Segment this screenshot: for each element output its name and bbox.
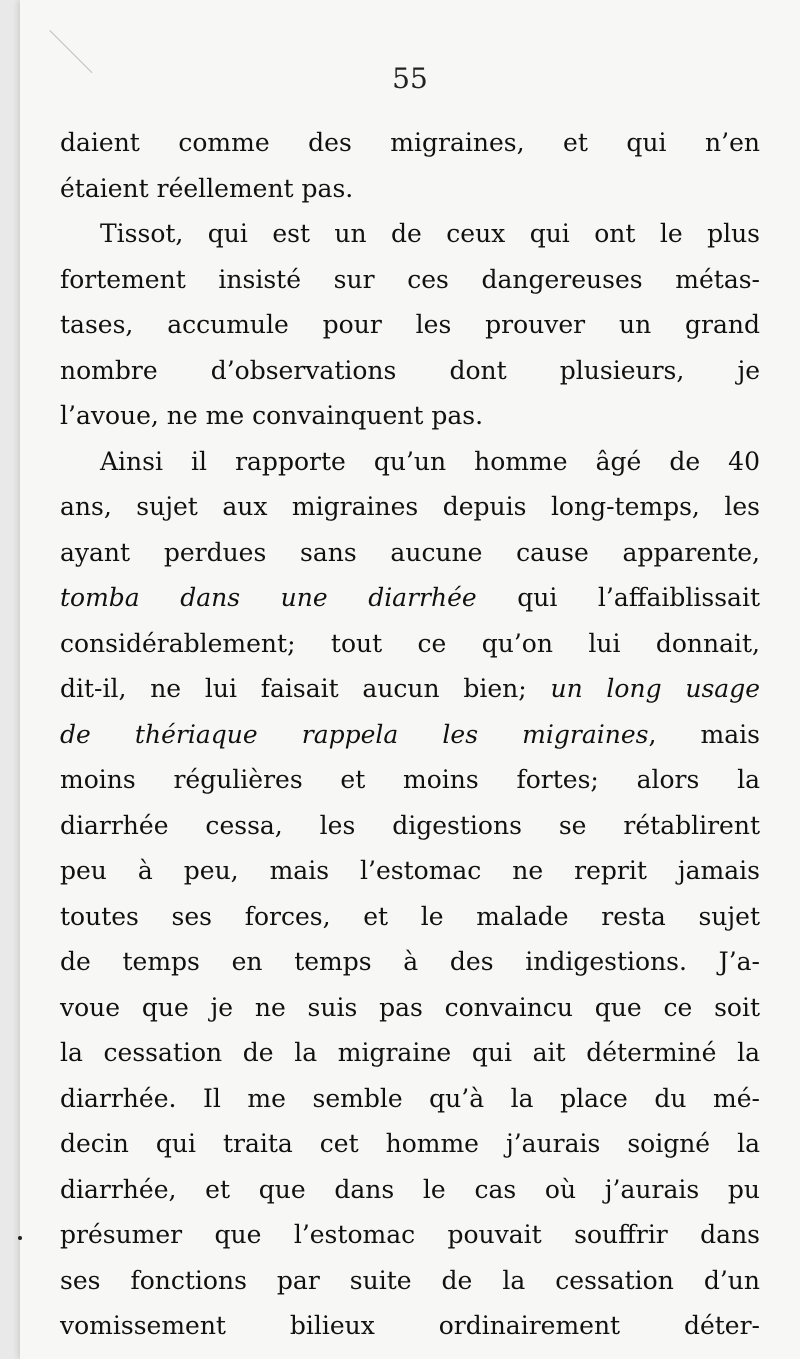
roman-span: dit-il, ne lui faisait aucun bien; bbox=[60, 674, 551, 703]
text-line: considérablement; tout ce qu’on lui donnait, bbox=[60, 628, 760, 658]
text-line: fortement insisté sur ces dangereuses métas- bbox=[60, 264, 760, 294]
roman-span: , mais bbox=[648, 719, 760, 749]
roman-span: qui l’affaiblissait bbox=[476, 583, 760, 612]
text-line-mixed bbox=[60, 575, 760, 621]
text-line: nombre d’observations dont plusieurs, je bbox=[60, 355, 760, 385]
text-line: daient comme des migraines, et qui n’en bbox=[60, 128, 760, 157]
text-line: decin qui traita cet homme j’aurais soigné la bbox=[60, 1129, 760, 1158]
text-line: peu à peu, mais l’estomac ne reprit jamais bbox=[60, 856, 760, 885]
text-line: tases, accumule pour les prouver un grand bbox=[60, 310, 760, 339]
body-text bbox=[60, 120, 760, 1349]
italic-span: tomba dans une diarrhée bbox=[60, 583, 477, 612]
italic-span: un long usage bbox=[550, 674, 760, 703]
text-line: diarrhée cessa, les digestions se rétablirent bbox=[60, 810, 760, 840]
book-page bbox=[20, 0, 800, 1359]
text-line: présumer que l’estomac pouvait souffrir dans bbox=[60, 1220, 760, 1249]
text-line: étaient réellement pas. bbox=[60, 173, 354, 203]
text-line: moins régulières et moins fortes; alors la bbox=[60, 765, 760, 794]
text-line: l’avoue, ne me convainquent pas. bbox=[60, 401, 484, 430]
text-line: la cessation de la migraine qui ait déterminé la bbox=[60, 1038, 760, 1067]
text-line: Ainsi il rapporte qu’un homme âgé de 40 bbox=[100, 446, 760, 476]
text-line: toutes ses forces, et le malade resta sujet bbox=[60, 901, 760, 931]
text-line: ses fonctions par suite de la cessation d’un bbox=[60, 1265, 760, 1295]
text-line: vomissement bilieux ordinairement déter- bbox=[60, 1311, 760, 1340]
text-line: Tissot, qui est un de ceux qui ont le plus bbox=[100, 219, 760, 248]
text-line: voue que je ne suis pas convaincu que ce soit bbox=[60, 992, 760, 1022]
text-line-mixed bbox=[60, 666, 760, 712]
ink-speck bbox=[18, 1236, 22, 1240]
text-line: de temps en temps à des indigestions. J’a- bbox=[60, 947, 760, 976]
italic-span: de thériaque rappela les migraines bbox=[60, 719, 649, 749]
text-line: diarrhée, et que dans le cas où j’aurais pu bbox=[60, 1174, 760, 1204]
page-number: 55 bbox=[392, 62, 428, 95]
text-line: ayant perdues sans aucune cause apparente, bbox=[60, 537, 760, 567]
text-line-mixed bbox=[60, 712, 760, 758]
text-line: diarrhée. Il me semble qu’à la place du mé- bbox=[60, 1083, 760, 1113]
text-line: ans, sujet aux migraines depuis long-temps, les bbox=[60, 492, 760, 521]
